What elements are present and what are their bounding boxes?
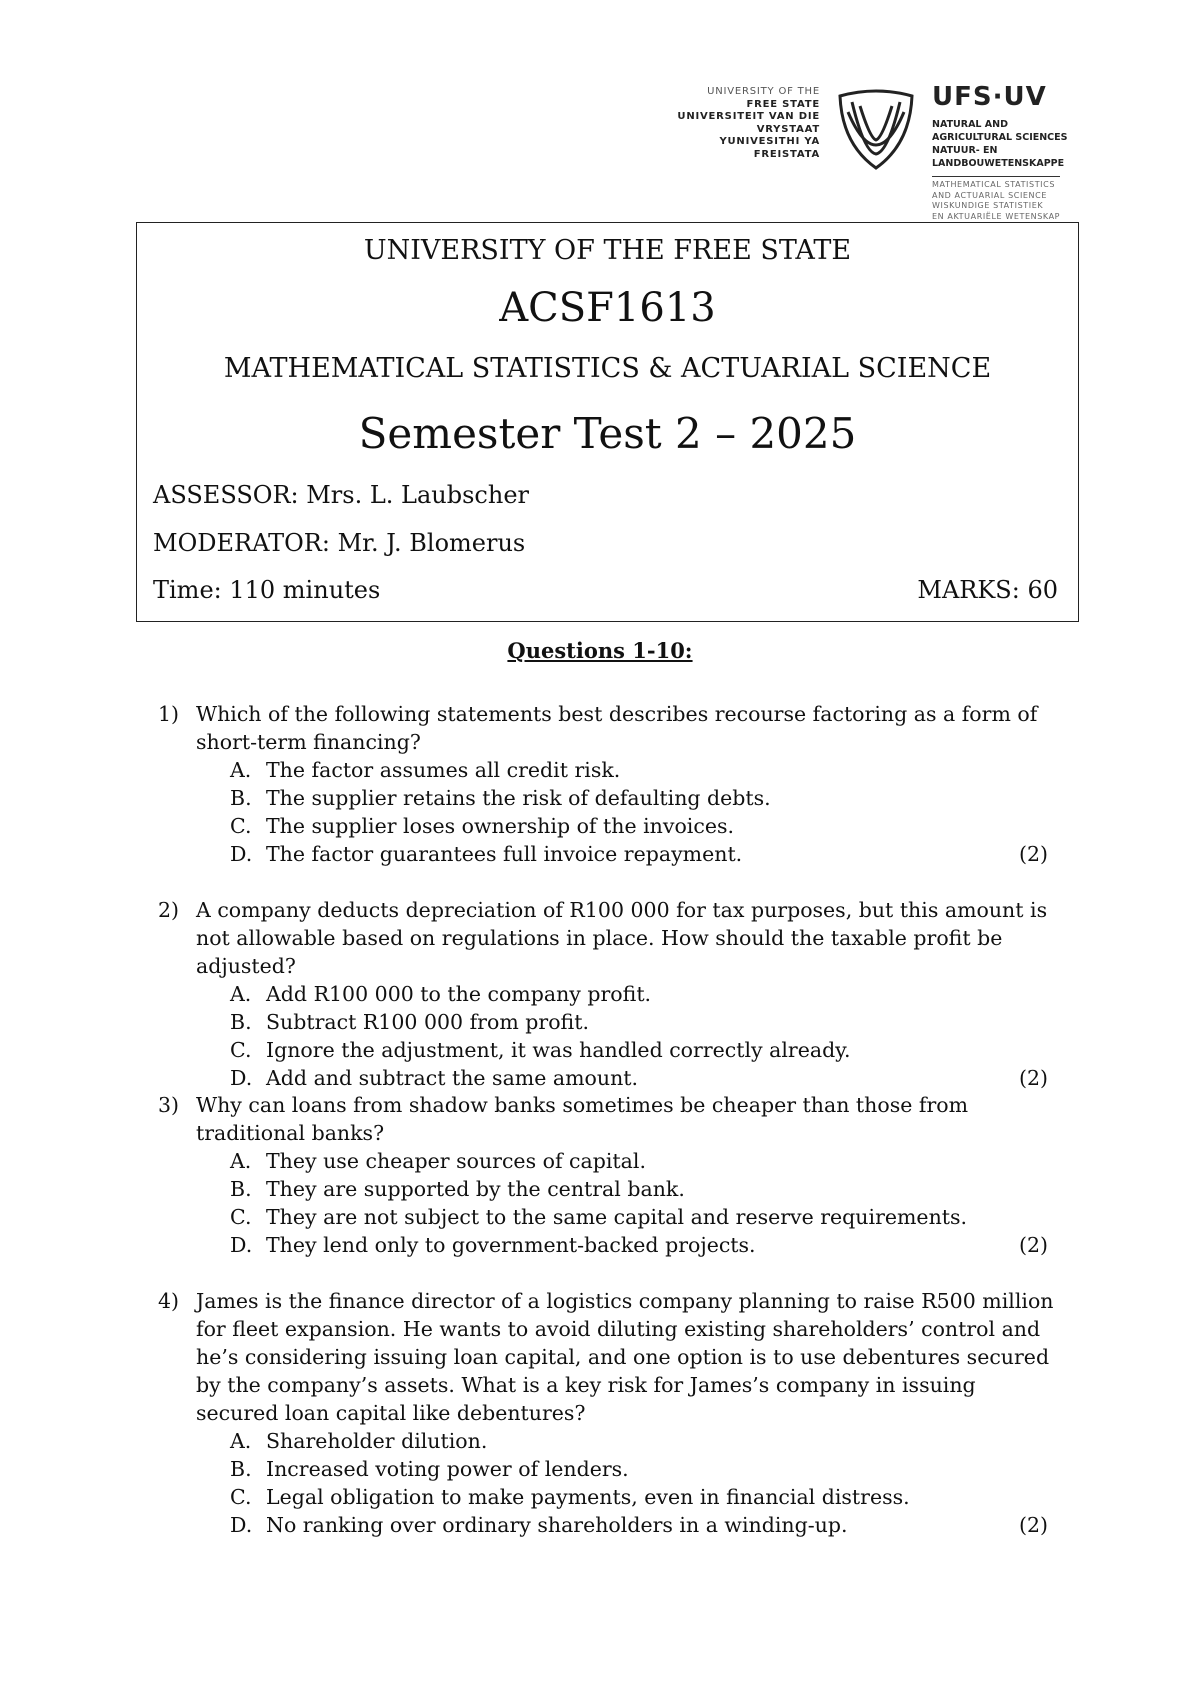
option-text: Ignore the adjustment, it was handled correctly already. xyxy=(266,1038,851,1062)
answer-option xyxy=(230,1008,1058,1036)
question-marks: (2) xyxy=(1018,1066,1048,1090)
answer-option xyxy=(230,1036,1058,1064)
option-letter: D. xyxy=(230,842,253,866)
option-text: Add and subtract the same amount. xyxy=(266,1066,639,1090)
answer-option xyxy=(230,1175,1058,1203)
department-name xyxy=(932,176,1060,222)
option-text: The factor assumes all credit risk. xyxy=(266,758,621,782)
option-text: The supplier loses ownership of the invoices. xyxy=(266,814,735,838)
university-name-line: UNIVERSITEIT VAN DIE xyxy=(677,111,820,122)
ufs-logo-block xyxy=(660,82,1100,222)
question-marks: (2) xyxy=(1018,1233,1048,1257)
answer-option xyxy=(230,840,1058,868)
option-text: Shareholder dilution. xyxy=(266,1429,488,1453)
question-item xyxy=(158,1287,1058,1539)
department-line: EN AKTUARIËLE WETENSKAP xyxy=(932,211,1061,221)
university-name-line: FREE STATE xyxy=(746,98,820,110)
option-letter: C. xyxy=(230,1205,252,1229)
university-name-line: FREISTATA xyxy=(753,148,820,160)
option-text: Add R100 000 to the company profit. xyxy=(266,982,652,1006)
faculty-name xyxy=(932,118,1067,170)
question-number: 2) xyxy=(158,898,180,922)
university-name-line: VRYSTAAT xyxy=(756,123,820,135)
question-number: 1) xyxy=(158,702,180,726)
option-text: The factor guarantees full invoice repayment. xyxy=(266,842,743,866)
question-item xyxy=(158,700,1058,868)
answer-option xyxy=(230,756,1058,784)
university-name-line: YUNIVESITHI YA xyxy=(719,136,820,147)
option-letter: C. xyxy=(230,1485,252,1509)
option-letter: A. xyxy=(230,1149,252,1173)
option-letter: D. xyxy=(230,1233,253,1257)
total-marks: MARKS: 60 xyxy=(917,576,1058,604)
time-line: Time: 110 minutes xyxy=(153,576,381,604)
answer-option xyxy=(230,812,1058,840)
question-item xyxy=(158,1091,1058,1259)
department-line: WISKUNDIGE STATISTIEK xyxy=(932,201,1044,210)
question-number: 3) xyxy=(158,1093,180,1117)
answer-option xyxy=(230,1511,1058,1539)
faculty-line: NATURAL AND xyxy=(932,119,1008,130)
option-letter: A. xyxy=(230,758,252,782)
test-header-box xyxy=(136,222,1079,622)
option-text: The supplier retains the risk of defaulting debts. xyxy=(266,786,771,810)
question-stem: James is the finance director of a logistics company planning to raise R500 million for fleet expansion. He wants to avoid diluting existing shareholders’ control and he’s considering issuing loan capital, and one option is to use debentures secured by the company’s assets. What is a key risk for James’s company in issuing secured loan capital like debentures? xyxy=(196,1289,1054,1425)
department-line: MATHEMATICAL STATISTICS xyxy=(932,180,1055,189)
assessor-line: ASSESSOR: Mrs. L. Laubscher xyxy=(153,481,530,509)
option-text: Legal obligation to make payments, even in financial distress. xyxy=(266,1485,910,1509)
ufs-emblem-icon xyxy=(830,82,922,174)
option-letter: B. xyxy=(230,1457,252,1481)
option-letter: D. xyxy=(230,1066,253,1090)
answer-option xyxy=(230,784,1058,812)
option-text: They are supported by the central bank. xyxy=(266,1177,685,1201)
answer-option xyxy=(230,1064,1058,1092)
test-title: Semester Test 2 – 2025 xyxy=(358,409,857,458)
option-letter: B. xyxy=(230,1010,252,1034)
question-number: 4) xyxy=(158,1289,180,1313)
answer-option xyxy=(230,980,1058,1008)
answer-option xyxy=(230,1483,1058,1511)
university-title: UNIVERSITY OF THE FREE STATE xyxy=(363,235,852,266)
answer-option xyxy=(230,1147,1058,1175)
option-letter: C. xyxy=(230,1038,252,1062)
option-text: Increased voting power of lenders. xyxy=(266,1457,629,1481)
question-marks: (2) xyxy=(1018,1513,1048,1537)
department-line: AND ACTUARIAL SCIENCE xyxy=(932,190,1047,200)
answer-option xyxy=(230,1455,1058,1483)
course-code: ACSF1613 xyxy=(499,285,716,331)
university-name-line: UNIVERSITY OF THE xyxy=(707,86,820,97)
faculty-line: NATUUR- EN xyxy=(932,145,998,156)
question-stem: A company deducts depreciation of R100 000 for tax purposes, but this amount is not allowable based on regulations in place. How should the taxable profit be adjusted? xyxy=(196,898,1048,978)
option-letter: C. xyxy=(230,814,252,838)
answer-option xyxy=(230,1231,1058,1259)
section-title: Questions 1-10: xyxy=(507,638,693,663)
university-names xyxy=(660,86,820,161)
option-text: They are not subject to the same capital and reserve requirements. xyxy=(266,1205,968,1229)
department-title: MATHEMATICAL STATISTICS & ACTUARIAL SCIENCE xyxy=(223,353,992,384)
faculty-line: AGRICULTURAL SCIENCES xyxy=(932,132,1068,143)
question-stem: Why can loans from shadow banks sometimes be cheaper than those from traditional banks? xyxy=(196,1093,969,1145)
option-text: They lend only to government-backed projects. xyxy=(266,1233,756,1257)
answer-option xyxy=(230,1427,1058,1455)
faculty-line: LANDBOUWETENSKAPPE xyxy=(932,158,1065,169)
option-letter: B. xyxy=(230,1177,252,1201)
answer-option xyxy=(230,1203,1058,1231)
question-marks: (2) xyxy=(1018,842,1048,866)
option-text: They use cheaper sources of capital. xyxy=(266,1149,646,1173)
question-stem: Which of the following statements best describes recourse factoring as a form of short-term financing? xyxy=(196,702,1038,754)
option-letter: A. xyxy=(230,982,252,1006)
question-item xyxy=(158,896,1058,1092)
option-letter: D. xyxy=(230,1513,253,1537)
option-text: Subtract R100 000 from profit. xyxy=(266,1010,589,1034)
option-letter: A. xyxy=(230,1429,252,1453)
option-text: No ranking over ordinary shareholders in a winding-up. xyxy=(266,1513,848,1537)
ufs-wordmark: UFS·UV xyxy=(932,82,1047,112)
moderator-line: MODERATOR: Mr. J. Blomerus xyxy=(153,529,526,557)
option-letter: B. xyxy=(230,786,252,810)
